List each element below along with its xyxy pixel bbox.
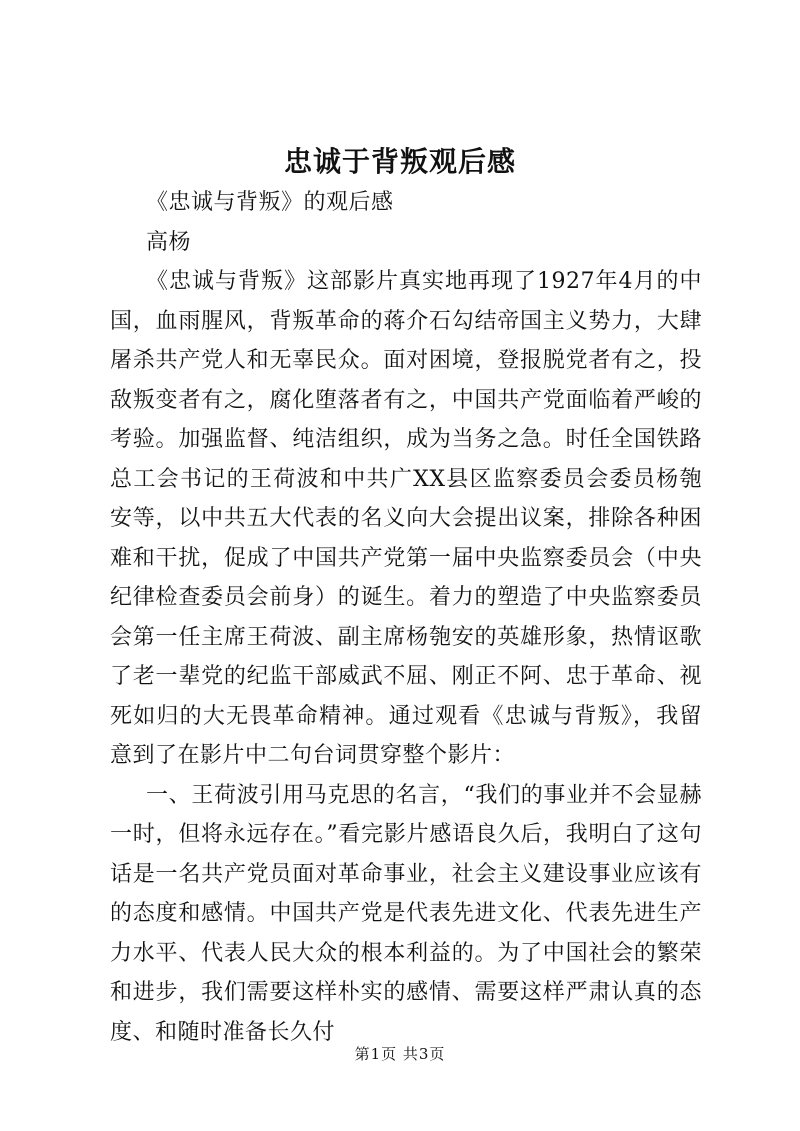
subtitle-paragraph: 《忠诚与背叛》的观后感 [146, 190, 394, 215]
body-paragraph: 《忠诚与背叛》这部影片真实地再现了1927年4月的中国，血雨腥风，背叛革命的蒋介石勾结帝国主义势力，大肆屠杀共产党人和无辜民众。面对困境，登报脱党者有之，投敌叛变者有之，腐化堕落者有之，中国共产党面临着严峻的考验。加强监督、纯洁组织，成为当务之急。时任全国铁路总工会书记的王荷波和中共广XX县区监察委员会委员杨匏安等，以中共五大代表的名义向大会提出议案，排除各种困难和干扰，促成了中国共产党第一届中央监察委员会（中央纪律检查委员会前身）的诞生。着力的塑造了中央监察委员会第一任主席王荷波、副主席杨匏安的英雄形象，热情讴歌了老一辈党的纪监干部威武不屈、刚正不阿、忠于革命、视死如归的大无畏革命精神。通过观看《忠诚与背叛》，我留意到了在影片中二句台词贯穿整个影片： [110, 269, 702, 768]
document-body [110, 183, 702, 1052]
author-paragraph: 高杨 [146, 229, 192, 255]
body-paragraph: 一、王荷波引用马克思的名言，“我们的事业并不会显赫一时，但将永远存在。”看完影片感语良久后，我明白了这句话是一名共产党员面对革命事业，社会主义建设事业应该有的态度和感情。中国共产党是代表先进文化、代表先进生产力水平、代表人民大众的根本利益的。为了中国社会的繁荣和进步，我们需要这样朴实的感情、需要这样严肃认真的态度、和随时准备长久付 [110, 782, 702, 1045]
page-footer: 第1页 共3页 [354, 1045, 446, 1063]
document-title: 忠诚于背叛观后感 [283, 145, 516, 178]
